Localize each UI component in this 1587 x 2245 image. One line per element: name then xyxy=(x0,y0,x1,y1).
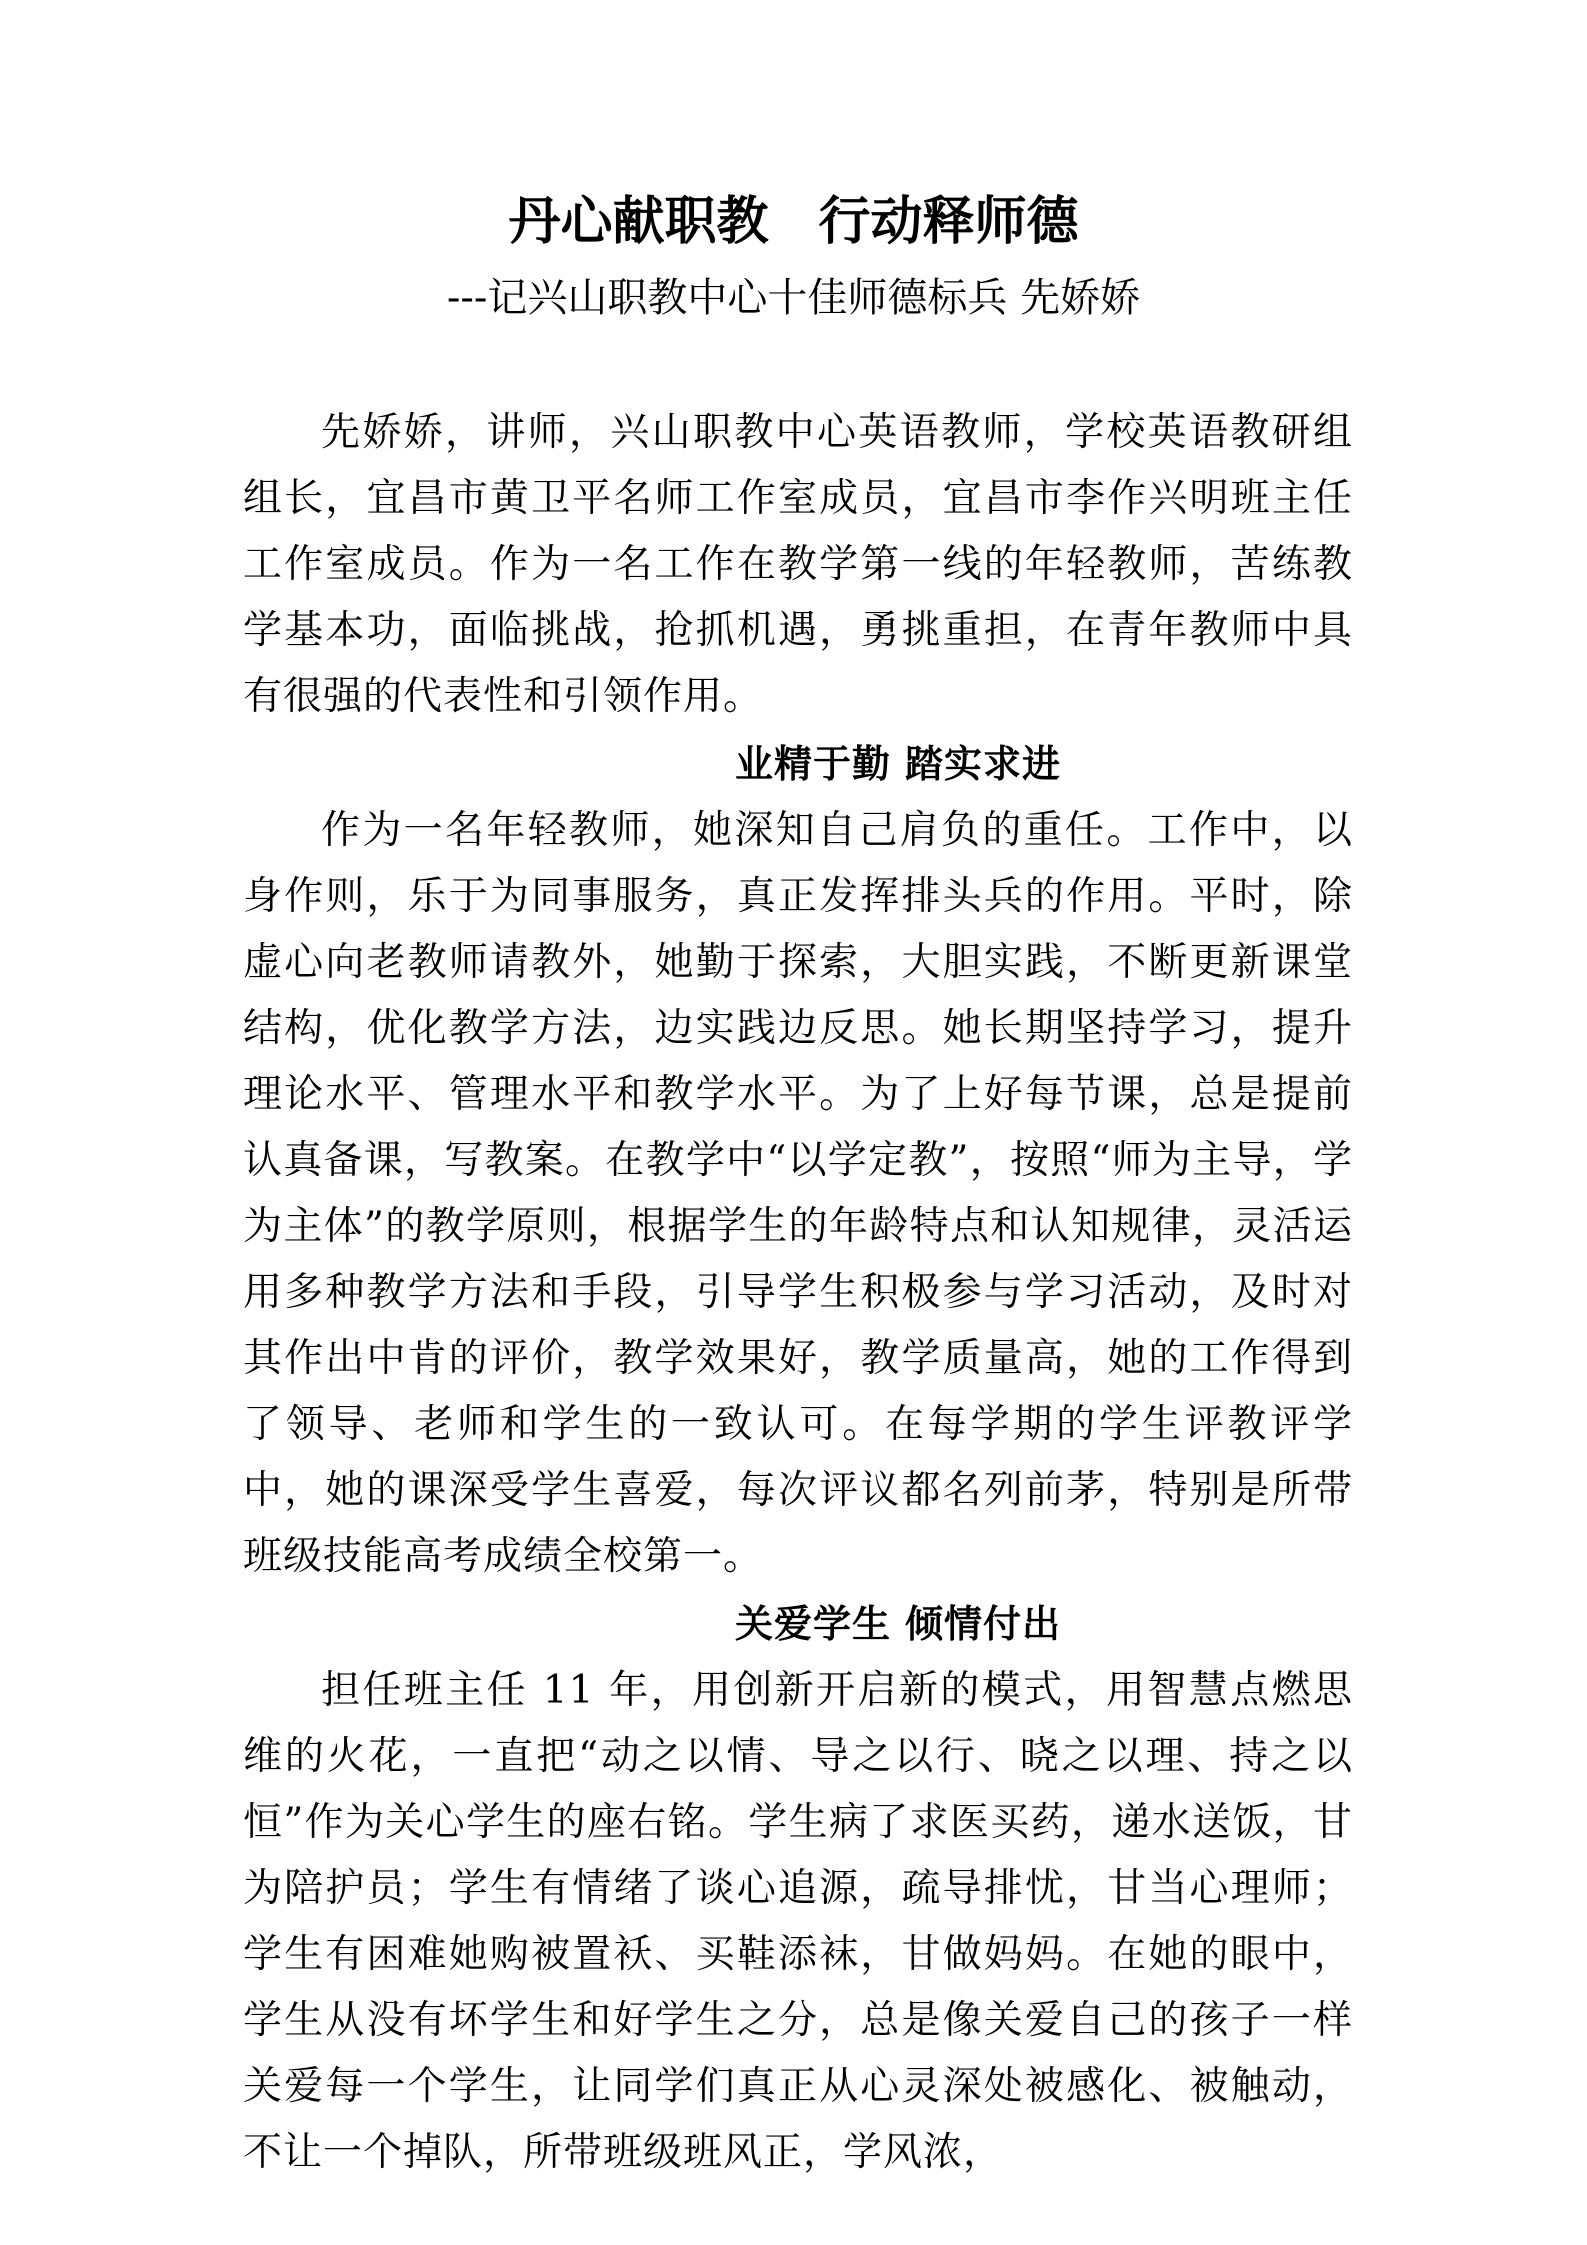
care-paragraph: 担任班主任 11 年，用创新开启新的模式，用智慧点燃思维的火花，一直把“动之以情、导之以行、晓之以理、持之以恒”作为关心学生的座右铭。学生病了求医买药，递水送饭，甘为陪护员；学生有情绪了谈心追源，疏导排忧，甘当心理师；学生有困难她购被置袄、买鞋添袜，甘做妈妈。在她的眼中，学生从没有坏学生和好学生之分，总是像关爱自己的孩子一样关爱每一个学生，让同学们真正从心灵深处被感化、被触动，不让一个掉队，所带班级班风正，学风浓， xyxy=(243,1668,1353,2175)
section-heading-part-2: 踏实求进 xyxy=(905,742,1062,786)
intro-paragraph: 先娇娇，讲师，兴山职教中心英语教师，学校英语教研组组长，宜昌市黄卫平名师工作室成员，宜昌市李作兴明班主任工作室成员。作为一名工作在教学第一线的年轻教师，苦练教学基本功，面临挑战，抢抓机遇，勇挑重担，在青年教师中具有很强的代表性和引领作用。 xyxy=(243,410,1353,719)
diligence-paragraph: 作为一名年轻教师，她深知自己肩负的重任。工作中，以身作则，乐于为同事服务，真正发挥排头兵的作用。平时，除虚心向老教师请教外，她勤于探索，大胆实践，不断更新课堂结构，优化教学方法，边实践边反思。她长期坚持学习，提升理论水平、管理水平和教学水平。为了上好每节课，总是提前认真备课，写教案。在教学中“以学定教”，按照“师为主导，学为主体”的教学原则，根据学生的年龄特点和认知规律，灵活运用多种教学方法和手段，引导学生积极参与学习活动，及时对其作出中肯的评价，教学效果好，教学质量高，她的工作得到了领导、老师和学生的一致认可。在每学期的学生评教评学中，她的课深受学生喜爱，每次评议都名列前茅，特别是所带班级技能高考成绩全校第一。 xyxy=(243,808,1353,1579)
article-body xyxy=(243,400,1353,2186)
section-heading-part-2: 倾情付出 xyxy=(905,1602,1062,1646)
article-title-part-2: 行动释师德 xyxy=(818,192,1079,252)
section-heading-diligence xyxy=(243,730,1353,798)
article-title-part-1: 丹心献职教 xyxy=(508,192,769,252)
article-title xyxy=(0,188,1587,256)
section-heading-part-1: 业精于勤 xyxy=(734,742,891,786)
article-subtitle: ---记兴山职教中心十佳师德标兵 先娇娇 xyxy=(446,275,1141,321)
section-heading-part-1: 关爱学生 xyxy=(734,1602,891,1646)
section-heading-care xyxy=(243,1590,1353,1658)
